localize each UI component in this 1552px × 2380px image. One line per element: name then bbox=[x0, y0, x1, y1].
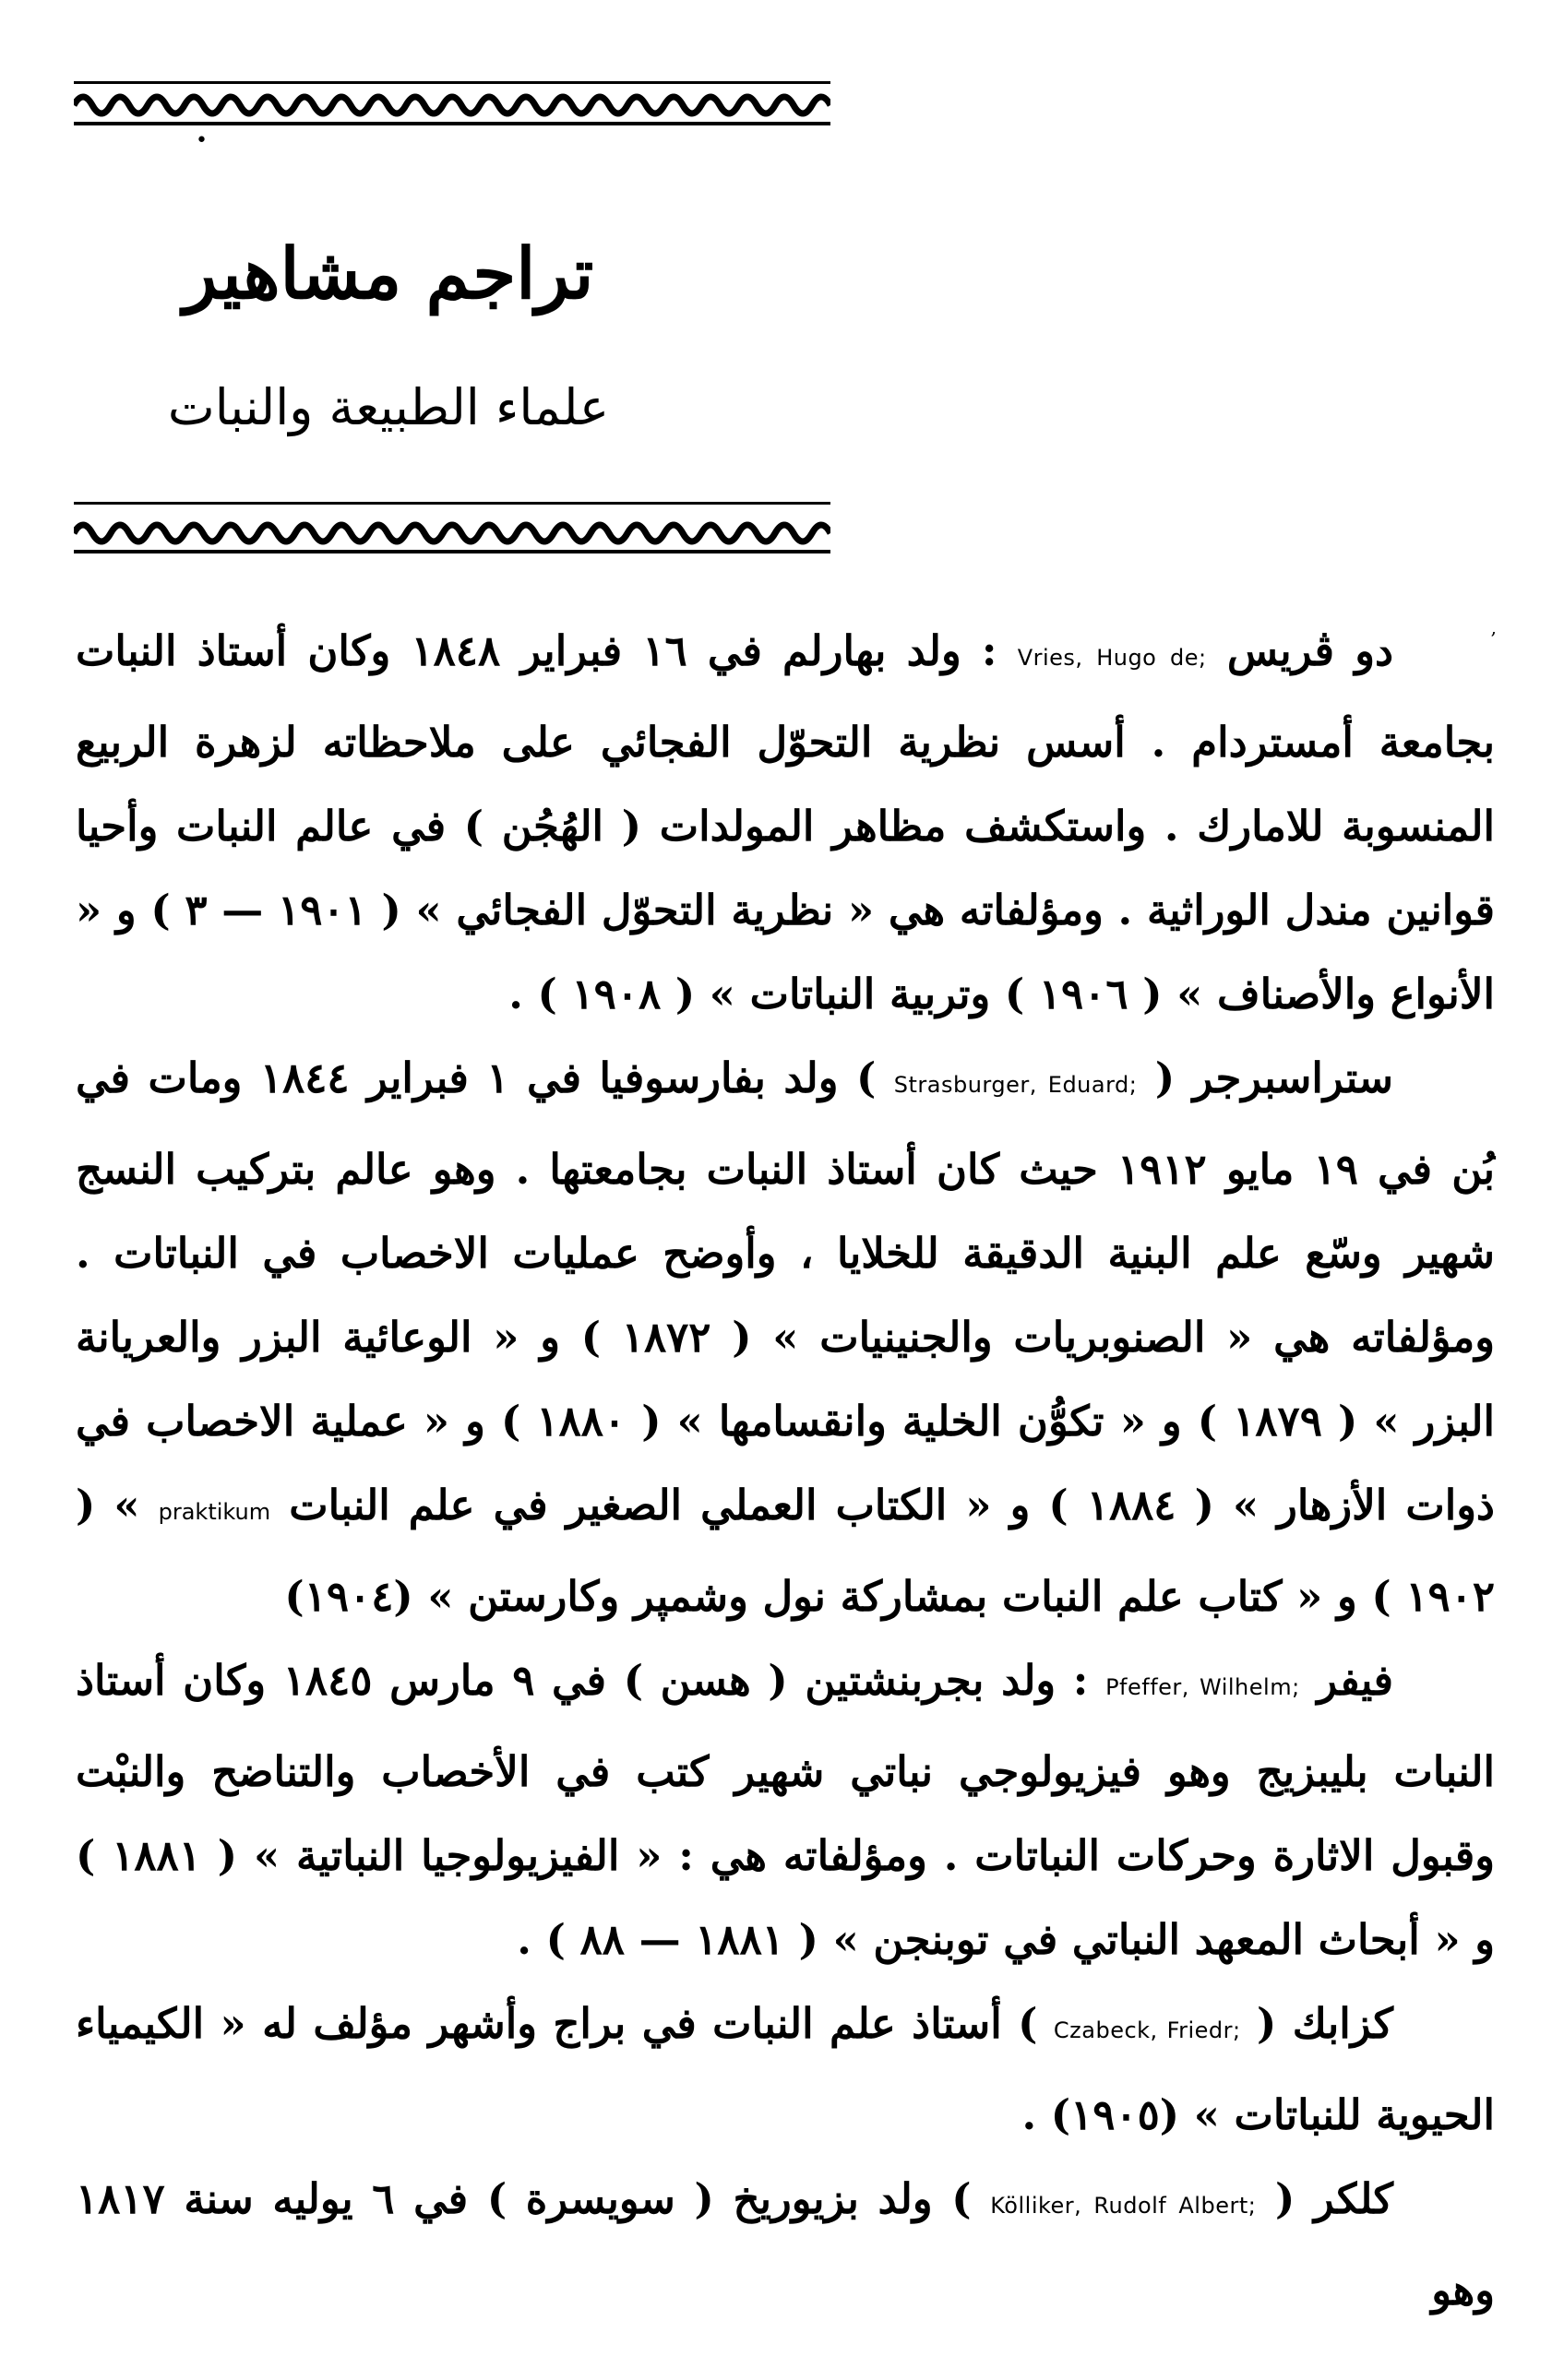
entry-latin-name: Vries, Hugo de; bbox=[1017, 645, 1207, 671]
entry-text-end: » ( ١٩٠٢ ) و « كتاب علم النبات بمشاركة نول وشمپر وكارستن » (١٩٠٤) bbox=[76, 1481, 1495, 1621]
entry-text: : ولد بهارلم في ١٦ فبراير ١٨٤٨ وكان أستاذ النبات بجامعة أمستردام . أسس نظرية التحوّل الفجائي على ملاحظاته لزهرة الربيع المنسوبة للامارك . واستكشف مظاهر المولدات ( الهُجُن ) في عالم النبات وأحيا قوانين مندل الوراثية . ومؤلفاته هي « نظرية التحوّل الفجائي » ( ١٩٠١ — ٣ ) و « الأنواع والأصناف » ( ١٩٠٦ ) وتربية النباتات » ( ١٩٠٨ ) . bbox=[76, 626, 1495, 1018]
entry-text: ) أستاذ علم النبات في براج وأشهر مؤلف له « الكيمياء الحيوية للنباتات » (١٩٠٥) . bbox=[76, 1999, 1495, 2139]
entry-text: : ولد بجربنشتين ( هسن ) في ٩ مارس ١٨٤٥ وكان أستاذ النبات بليبزيج وهو فيزيولوجي نباتي شهير كتب في الأخصاب والتناضح والنبْت وقبول الاثارة وحركات النباتات . ومؤلفاته هي : « الفيزيولوجيا النباتية » ( ١٨٨١ ) و « أبحاث المعهد النباتي في توبنجن » ( ١٨٨١ — ٨٨ ) . bbox=[76, 1656, 1495, 1964]
entry-name: ستراسبرجر bbox=[1192, 1053, 1394, 1102]
entry-latin-term: praktikum bbox=[158, 1499, 271, 1525]
margin-mark: , bbox=[1490, 616, 1497, 638]
entry-text: ) ولد بفارسوفيا في ١ فبراير ١٨٤٤ ومات في بُن في ١٩ مايو ١٩١٢ حيث كان أستاذ النبات بجامعتها . وهو عالم بتركيب النسج شهير وسّع علم البنية الدقيقة للخلايا ، وأوضح عمليات الاخصاب في النباتات . ومؤلفاته هي « الصنوبريات والجنينيات » ( ١٨٧٢ ) و « الوعائية البزر والعريانة البزر » ( ١٨٧٩ ) و « تكوُّن الخلية وانقسامها » ( ١٨٨٠ ) و « عملية الاخصاب في ذوات الأزهار » ( ١٨٨٤ ) و « الكتاب العملي الصغير في علم النبات bbox=[76, 1053, 1495, 1529]
entry-latin-name: Czabeck, Friedr; bbox=[1053, 2017, 1241, 2043]
entry-name: كزابك bbox=[1292, 1999, 1393, 2048]
entry-name: دو ڤريس bbox=[1226, 626, 1394, 675]
ornament-dot: • bbox=[196, 129, 208, 152]
entry-latin-name: Kölliker, Rudolf Albert; bbox=[990, 2193, 1257, 2219]
entry-text: ) ولد بزيوريخ ( سويسرة ) في ٦ يوليه سنة ١٨١٧ وهو bbox=[76, 2174, 1495, 2315]
page-title: تراجم مشاهير bbox=[183, 232, 594, 315]
entry-kolliker: كلكر ( Kölliker, Rudolf Albert; ) ولد بزيوريخ ( سويسرة ) في ٦ يوليه سنة ١٨١٧ وهو bbox=[76, 2174, 1495, 2315]
article-body bbox=[76, 609, 1495, 2332]
divider-line bbox=[74, 502, 830, 505]
top-ornament-border bbox=[74, 77, 830, 127]
entry-pfeffer bbox=[76, 1638, 1495, 1981]
entry-name: فيفر bbox=[1317, 1656, 1394, 1705]
entry-strasburger: ستراسبرجر ( Strasburger, Eduard; ) ولد بفارسوفيا في ١ فبراير ١٨٤٤ ومات في بُن في ١٩ مايو ١٩١٢ حيث كان أستاذ النبات بجامعتها . وهو عالم بتركيب النسج شهير وسّع علم البنية الدقيقة للخلايا ، وأوضح عمليات الاخصاب في النباتات . ومؤلفاته هي « الصنوبريات والجنينيات » ( ١٨٧٢ ) و « الوعائية البزر والعريانة البزر » ( ١٨٧٩ ) و « تكوُّن الخلية وانقسامها » ( ١٨٨٠ ) و « عملية الاخصاب في ذوات الأزهار » ( ١٨٨٤ ) و « الكتاب العملي الصغير في علم النبات praktikum » ( ١٩٠٢ ) و « كتاب علم النبات بمشاركة نول وشمپر وكارستن » (١٩٠٤) bbox=[76, 1053, 1495, 1621]
entry-name: كلكر bbox=[1313, 2174, 1393, 2223]
entry-czabeck: كزابك ( Czabeck, Friedr; ) أستاذ علم النبات في براج وأشهر مؤلف له « الكيمياء الحيوية للنباتات » (١٩٠٥) . bbox=[76, 1999, 1495, 2139]
entry-de-vries bbox=[76, 609, 1495, 1036]
entry-latin-name: Pfeffer, Wilhelm; bbox=[1105, 1674, 1300, 1700]
bottom-ornament-border bbox=[74, 509, 830, 559]
entry-latin-name: Strasburger, Eduard; bbox=[893, 1072, 1138, 1098]
page-subtitle: علماء الطبيعة والنبات bbox=[167, 378, 610, 436]
